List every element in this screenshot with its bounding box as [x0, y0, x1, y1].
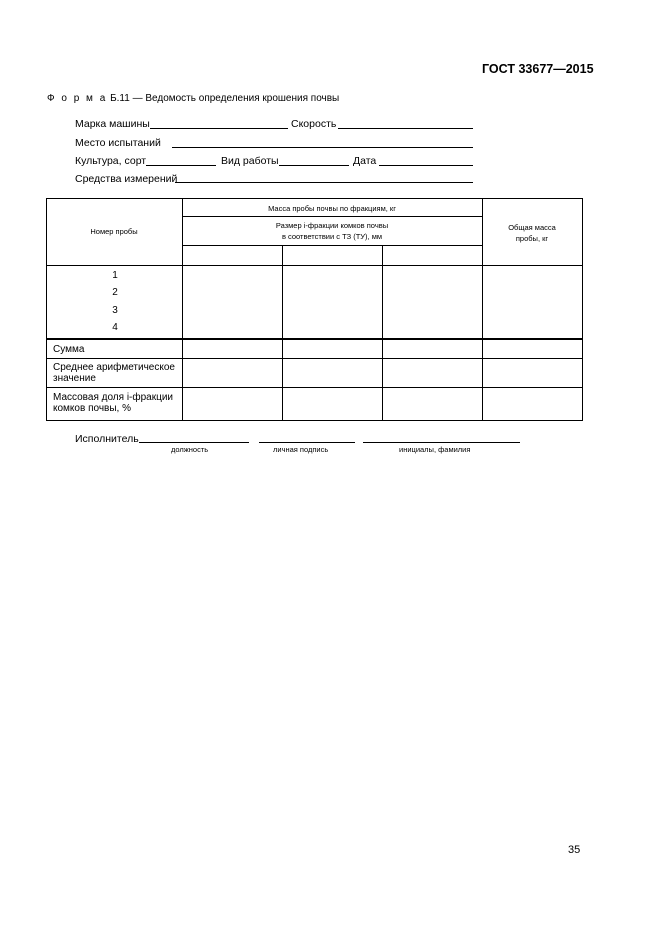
performer-label: Исполнитель — [75, 433, 139, 445]
crop-input-line[interactable] — [146, 165, 216, 166]
sum-row-label: Сумма — [53, 344, 85, 355]
name-caption: инициалы, фамилия — [399, 445, 471, 454]
work-type-label: Вид работы — [221, 155, 279, 167]
instruments-input-line[interactable] — [175, 182, 473, 183]
col-total-line2: пробы, кг — [515, 234, 549, 243]
page-number: 35 — [568, 844, 581, 856]
form-prefix: Ф о р м а — [47, 93, 108, 104]
results-table — [46, 198, 583, 421]
col-sample-header: Номер пробы — [90, 227, 138, 236]
mean-line1: Среднее арифметическое — [53, 362, 175, 373]
speed-label: Скорость — [291, 118, 337, 130]
form-title-text: Б.11 — Ведомость определения крошения почвы — [110, 93, 340, 104]
sample-number-2: 2 — [112, 287, 118, 298]
speed-input-line[interactable] — [338, 128, 473, 129]
place-input-line[interactable] — [172, 147, 473, 148]
mean-line2: значение — [53, 373, 96, 384]
sample-number-4: 4 — [112, 322, 118, 333]
share-line2: комков почвы, % — [53, 403, 131, 414]
work-type-input-line[interactable] — [279, 165, 349, 166]
position-caption: должность — [171, 445, 209, 454]
sample-number-1: 1 — [112, 270, 118, 281]
date-label: Дата — [353, 155, 377, 167]
sample-number-3: 3 — [112, 305, 118, 316]
machine-input-line[interactable] — [150, 128, 288, 129]
crop-label: Культура, сорт — [75, 155, 147, 167]
col-size-line2: в соответствии с ТЗ (ТУ), мм — [281, 232, 383, 241]
date-input-line[interactable] — [379, 165, 473, 166]
col-total-line1: Общая масса — [508, 223, 556, 232]
machine-label: Марка машины — [75, 118, 150, 130]
col-mass-group-header: Масса пробы почвы по фракциям, кг — [268, 204, 396, 213]
standard-number: ГОСТ 33677—2015 — [482, 62, 594, 76]
share-row-label — [53, 392, 173, 414]
signature-line[interactable] — [259, 442, 355, 443]
signature-caption: личная подпись — [273, 445, 329, 454]
name-line[interactable] — [363, 442, 520, 443]
col-size-header — [182, 220, 482, 242]
place-label: Место испытаний — [75, 137, 161, 149]
share-line1: Массовая доля i-фракции — [53, 392, 174, 403]
col-size-line1: Размер i-фракции комков почвы — [275, 221, 389, 230]
col-total-header — [482, 222, 582, 244]
instruments-label: Средства измерений — [75, 173, 178, 185]
form-title — [47, 93, 339, 104]
mean-row-label — [53, 362, 175, 384]
position-line[interactable] — [139, 442, 249, 443]
